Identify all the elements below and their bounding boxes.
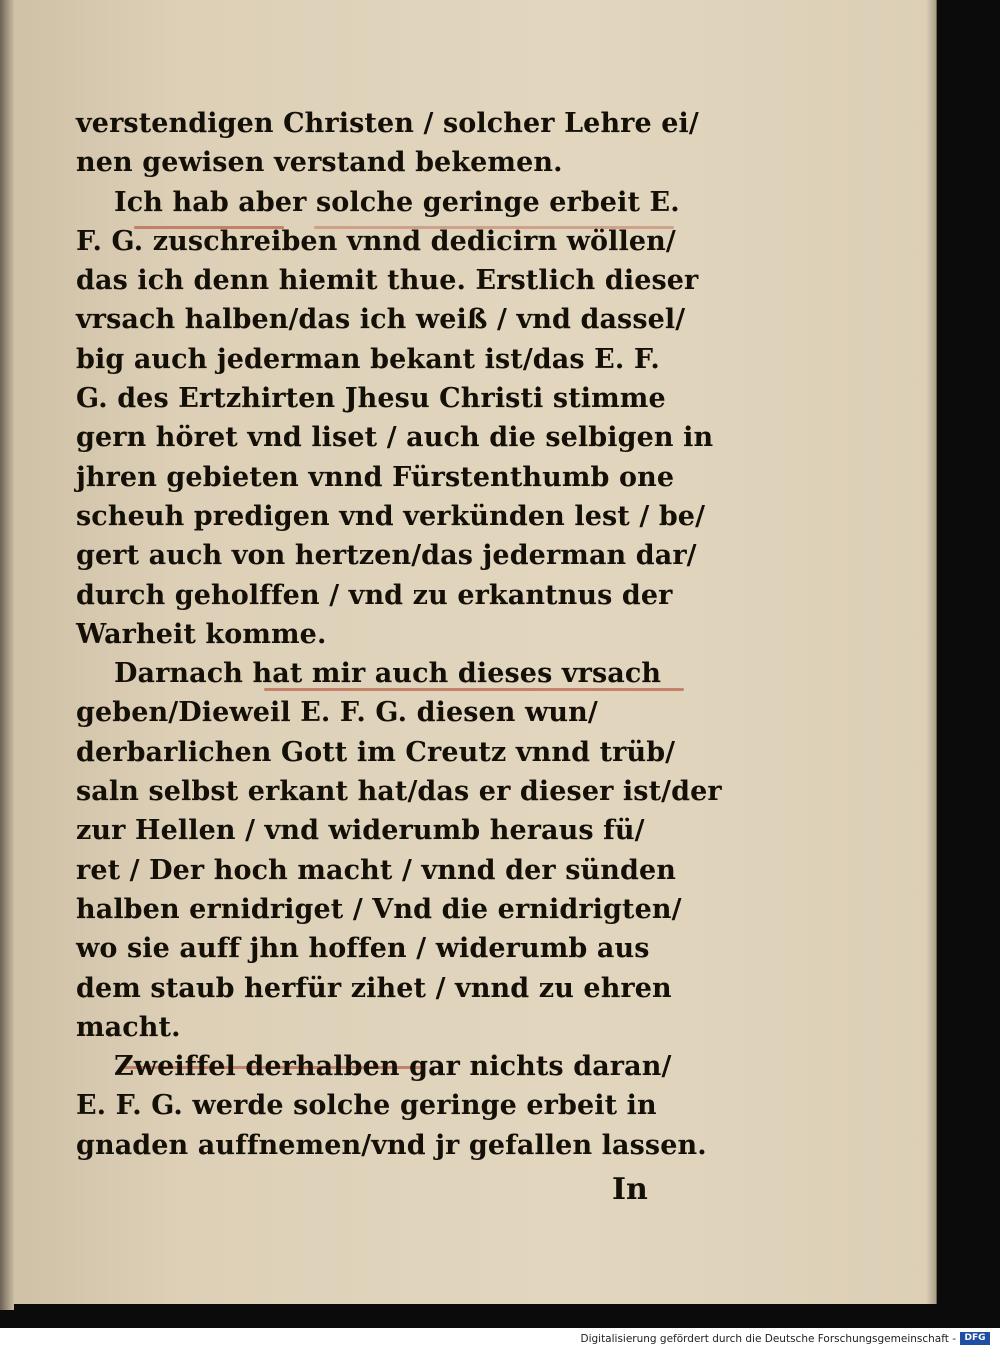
text-line: vrsach halben/das ich weiß / vnd dassel/	[76, 304, 686, 336]
text-line: Warheit komme.	[76, 618, 327, 650]
paragraph-start-line: Darnach hat mir auch dieses vrsach	[114, 658, 662, 690]
text-line: saln selbst erkant hat/das er dieser ist/der	[76, 776, 722, 808]
text-line: gert auch von hertzen/das jederman dar/	[76, 540, 697, 572]
paragraph-start-line: Zweiffel derhalben gar nichts daran/	[114, 1051, 672, 1083]
text-line: G. des Ertzhirten Jhesu Christi stimme	[76, 383, 666, 415]
text-line: verstendigen Christen / solcher Lehre ei/	[76, 108, 699, 139]
text-line: gnaden auffnemen/vnd jr gefallen lassen.	[76, 1129, 707, 1161]
page-text	[76, 104, 736, 1165]
catchword: In	[612, 1172, 648, 1207]
footer-credit: Digitalisierung gefördert durch die Deutsche Forschungsgemeinschaft -	[580, 1333, 956, 1345]
text-line: dem staub herfür zihet / vnnd zu ehren	[76, 972, 672, 1004]
binding-edge	[0, 0, 14, 1310]
text-line: jhren gebieten vnnd Fürstenthumb one	[76, 461, 675, 493]
text-line: macht.	[76, 1011, 181, 1043]
text-line: ret / Der hoch macht / vnnd der sünden	[76, 854, 676, 886]
text-line: gern höret vnd liset / auch die selbigen in	[76, 422, 714, 454]
text-line: nen gewisen verstand bekemen.	[76, 147, 563, 179]
dfg-logo: DFG	[960, 1332, 990, 1345]
text-line: halben ernidriget / Vnd die ernidrigten/	[76, 893, 682, 925]
text-line: F. G. zuschreiben vnnd dedicirn wöllen/	[76, 225, 676, 257]
text-line: derbarlichen Gott im Creutz vnnd trüb/	[76, 736, 676, 768]
text-line: das ich denn hiemit thue. Erstlich dieser	[76, 265, 699, 297]
text-line: zur Hellen / vnd widerumb heraus fü/	[76, 815, 645, 847]
text-line: wo sie auff jhn hoffen / widerumb aus	[76, 933, 650, 965]
text-line: geben/Dieweil E. F. G. diesen wun/	[76, 697, 598, 729]
text-line: durch geholffen / vnd zu erkantnus der	[76, 579, 673, 611]
text-line: scheuh predigen vnd verkünden lest / be/	[76, 500, 706, 532]
paragraph-start-line: Ich hab aber solche geringe erbeit E.	[114, 186, 680, 218]
text-line: E. F. G. werde solche geringe erbeit in	[76, 1090, 657, 1122]
text-line: big auch jederman bekant ist/das E. F.	[76, 343, 660, 375]
book-page	[14, 0, 937, 1304]
